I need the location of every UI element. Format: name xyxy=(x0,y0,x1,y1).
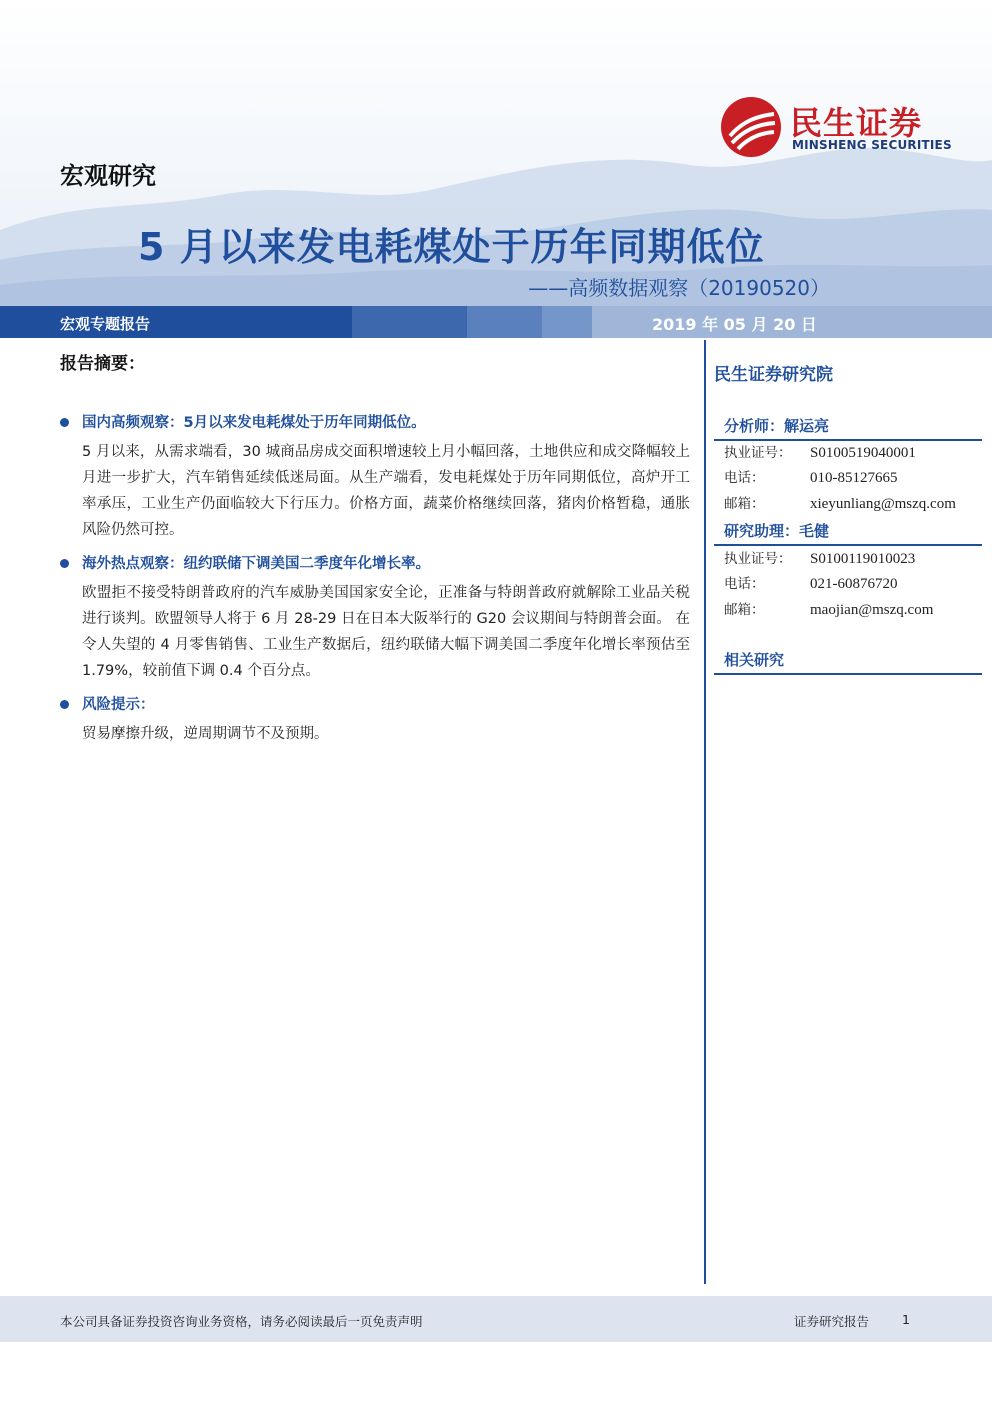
report-header xyxy=(0,0,992,306)
page-footer xyxy=(0,1296,992,1342)
section-heading xyxy=(60,695,690,715)
analyst-cert-row xyxy=(724,441,916,462)
summary-section-domestic xyxy=(60,413,690,543)
section-heading xyxy=(60,554,690,574)
assistant-heading: 研究助理：毛健 xyxy=(714,520,982,546)
bullet-icon xyxy=(60,559,69,568)
phone-value: 021-60876720 xyxy=(810,576,898,592)
email-label: 邮箱： xyxy=(724,602,765,618)
assistant-cert-row xyxy=(724,547,915,568)
institute-name: 民生证券研究院 xyxy=(714,365,833,385)
band-segment xyxy=(352,306,467,338)
cert-value: S0100519040001 xyxy=(810,445,916,461)
cert-value: S0100119010023 xyxy=(810,551,916,567)
report-subtitle: ——高频数据观察（20190520） xyxy=(528,276,830,300)
page-number: 1 xyxy=(902,1312,910,1327)
analyst-heading: 分析师：解运亮 xyxy=(714,415,982,441)
cert-label: 执业证号： xyxy=(724,445,792,461)
email-label: 邮箱： xyxy=(724,496,765,512)
report-title: 5 月以来发电耗煤处于历年同期低位 xyxy=(138,225,765,269)
summary-heading: 报告摘要： xyxy=(60,354,145,374)
bullet-icon xyxy=(60,700,69,709)
section-body: 5 月以来，从需求端看，30 城商品房成交面积增速较上月小幅回落，土地供应和成交降幅较上月进一步扩大，汽车销售延续低迷局面。从生产端看，发电耗煤处于历年同期低位，高炉开工率承压，工业生产仍面临较大下行压力。价格方面，蔬菜价格继续回落，猪肉价格暂稳，通胀风险仍然可控。 xyxy=(82,444,690,538)
section-heading-text: 海外热点观察：纽约联储下调美国二季度年化增长率。 xyxy=(82,556,430,572)
company-logo xyxy=(720,96,960,156)
bullet-icon xyxy=(60,418,69,427)
logo-text-cn: 民生证券 xyxy=(790,104,923,142)
related-research-heading: 相关研究 xyxy=(714,649,982,675)
section-heading-text: 国内高频观察：5月以来发电耗煤处于历年同期低位。 xyxy=(82,415,426,431)
section-heading xyxy=(60,413,690,433)
logo-mark-icon xyxy=(720,96,782,158)
phone-label: 电话： xyxy=(724,470,765,486)
phone-value: 010-85127665 xyxy=(810,470,898,486)
report-category: 宏观研究 xyxy=(60,162,156,190)
report-type-label: 宏观专题报告 xyxy=(60,315,151,333)
email-link[interactable]: maojian@mszq.com xyxy=(810,602,934,618)
footer-report-type: 证券研究报告 xyxy=(794,1314,870,1329)
footer-disclaimer: 本公司具备证券投资咨询业务资格，请务必阅读最后一页免责声明 xyxy=(60,1314,423,1329)
assistant-email-row xyxy=(724,598,933,619)
column-divider xyxy=(704,340,706,1284)
band-segment xyxy=(467,306,542,338)
cert-label: 执业证号： xyxy=(724,551,792,567)
assistant-phone-row xyxy=(724,572,898,593)
logo-text-en: MINSHENG SECURITIES xyxy=(792,138,952,152)
email-link[interactable]: xieyunliang@mszq.com xyxy=(810,496,956,512)
report-date: 2019 年 05 月 20 日 xyxy=(652,315,817,334)
analyst-phone-row xyxy=(724,466,898,487)
section-heading-text: 风险提示： xyxy=(82,697,155,713)
section-body: 贸易摩擦升级，逆周期调节不及预期。 xyxy=(82,726,329,742)
report-type-band xyxy=(0,306,992,338)
band-segment xyxy=(542,306,592,338)
summary-section-overseas xyxy=(60,554,690,684)
section-body: 欧盟拒不接受特朗普政府的汽车威胁美国国家安全论，正准备与特朗普政府就解除工业品关税进行谈判。欧盟领导人将于 6 月 28-29 日在日本大阪举行的 G20 会议期间与特朗普会面。 在令人失望的 4 月零售销售、工业生产数据后，纽约联储大幅下调美国二季度年化增长率预估至 1.79%，较前值下调 0.4 个百分点。 xyxy=(82,585,690,679)
summary-section-risk xyxy=(60,695,690,747)
phone-label: 电话： xyxy=(724,576,765,592)
analyst-email-row xyxy=(724,492,956,513)
band-segment xyxy=(0,306,352,338)
